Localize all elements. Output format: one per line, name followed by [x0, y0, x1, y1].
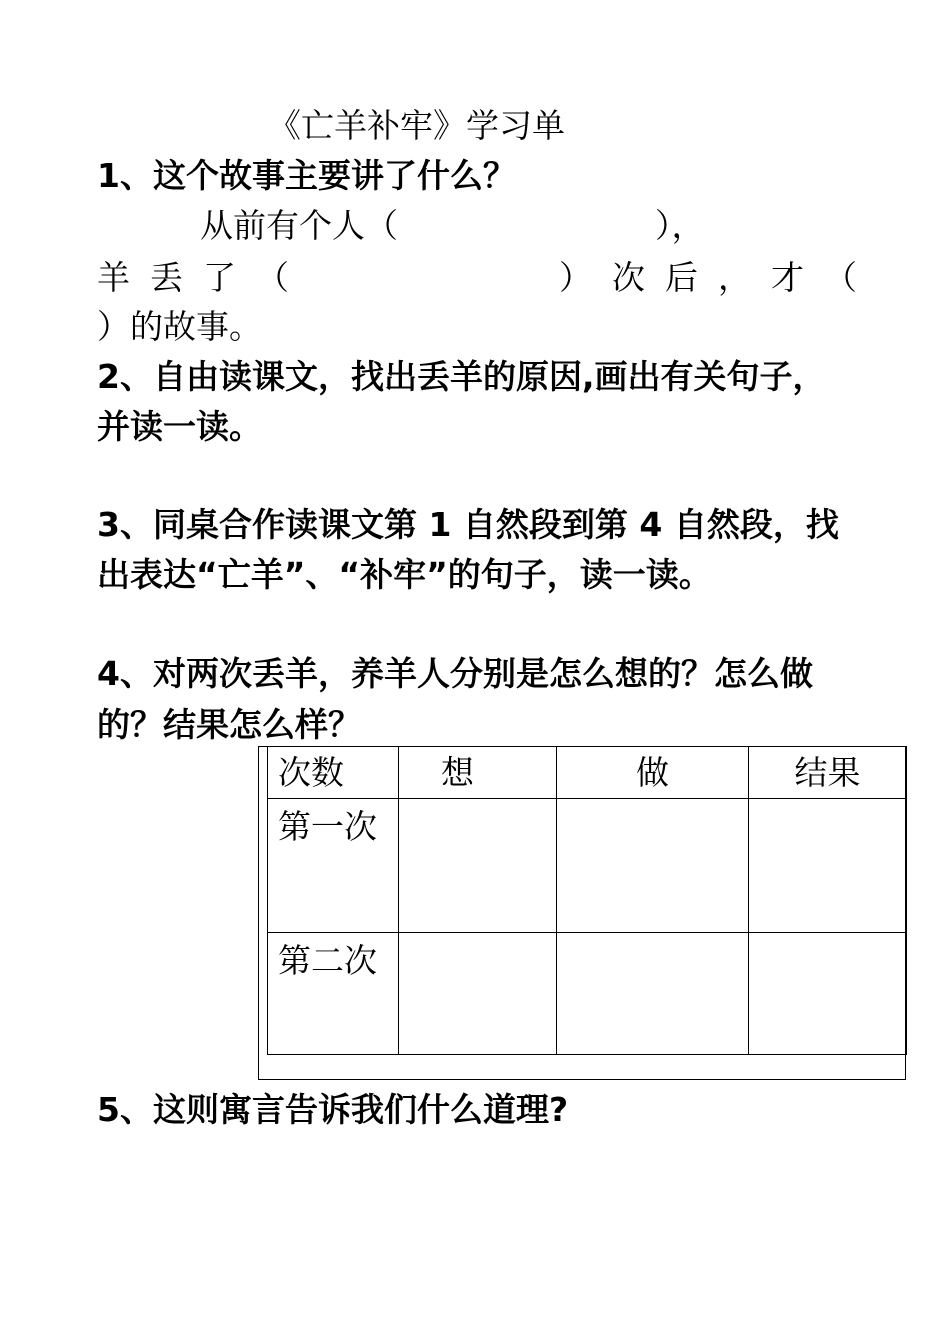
question-2-line2: 并读一读。 [97, 407, 262, 446]
answer-cell[interactable] [557, 799, 749, 933]
q1-line2-part: 羊 [97, 258, 130, 297]
header-cell-do: 做 [557, 747, 749, 799]
table-row [268, 799, 907, 933]
q1-line2 [97, 256, 857, 300]
question-4-line1: 4、对两次丢羊，养羊人分别是怎么想的？怎么做 [97, 654, 813, 693]
q1-line2-part: （ [824, 258, 857, 297]
question-4-line2: 的？结果怎么样？ [97, 705, 361, 744]
q1-line1-start: 从前有个人（ [200, 206, 398, 245]
row-label-second: 第二次 [268, 933, 399, 1055]
table-row [268, 933, 907, 1055]
q1-line2-part: （ [256, 258, 289, 297]
row-label-first: 第一次 [268, 799, 399, 933]
answer-table [267, 746, 907, 1055]
q1-line2-part: 了 [203, 258, 236, 297]
q1-line2-part: 次 [612, 258, 645, 297]
q1-line2-part: 丢 [150, 258, 183, 297]
answer-cell[interactable] [749, 933, 907, 1055]
answer-cell[interactable] [557, 933, 749, 1055]
answer-cell[interactable] [399, 799, 557, 933]
header-cell-think: 想 [399, 747, 557, 799]
q1-line2-part: ， [718, 258, 751, 297]
header-cell-count: 次数 [268, 747, 399, 799]
question-5: 5、这则寓言告诉我们什么道理? [97, 1090, 569, 1129]
q1-line2-part: 才 [771, 258, 804, 297]
answer-cell[interactable] [399, 933, 557, 1055]
worksheet-title: 《亡羊补牢》学习单 [268, 106, 565, 145]
question-1: 1、这个故事主要讲了什么？ [97, 156, 516, 195]
q1-line3: ）的故事。 [97, 307, 262, 346]
question-3-line1: 3、同桌合作读课文第 1 自然段到第 4 自然段，找 [97, 505, 839, 544]
answer-cell[interactable] [749, 799, 907, 933]
table-header-row [268, 747, 907, 799]
question-2-line1: 2、自由读课文，找出丢羊的原因,画出有关句子， [97, 357, 826, 396]
header-cell-result: 结果 [749, 747, 907, 799]
q1-line2-part: 后 [665, 258, 698, 297]
q1-line1-end: ）， [655, 206, 705, 245]
q1-line2-part: ） [559, 258, 592, 297]
question-3-line2: 出表达“亡羊”、“补牢”的句子，读一读。 [97, 555, 712, 594]
